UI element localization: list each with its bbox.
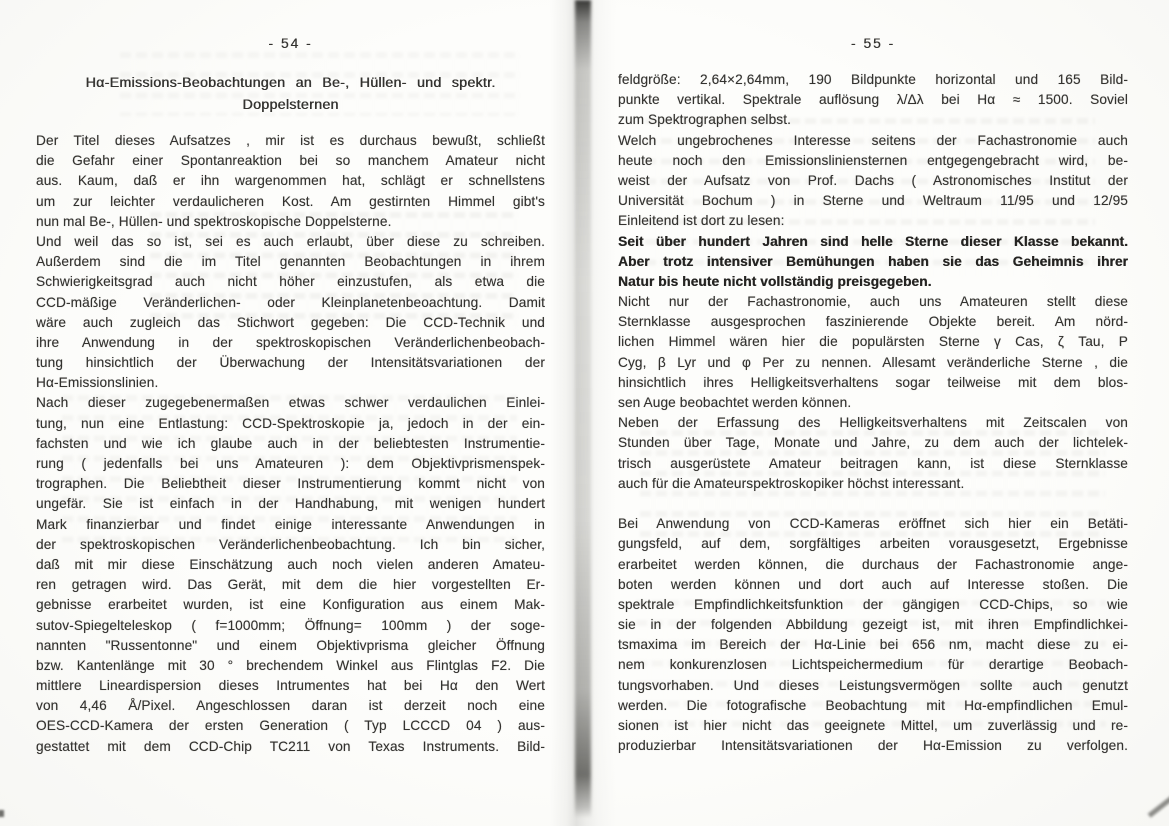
- text-line: sionen ist hier nicht das geeignete Mittel, um zuverlässig und re-: [618, 718, 1128, 733]
- article-title-line-2: Doppelsternen: [242, 97, 339, 113]
- page-54-body-text: [36, 131, 545, 757]
- text-line: Sternklasse ausgesprochen faszinierende Objekte bereit. Am nörd-: [618, 314, 1128, 330]
- text-line: nannten "Russentonne" und einem Objektivprisma gleicher Öffnung: [36, 637, 545, 653]
- text-line: tung, nun eine Entlastung: CCD-Spektroskopie ja, jedoch in der ein-: [36, 415, 545, 431]
- article-title-line-1: Hα-Emissions-Beobachtungen an Be-, Hüllen- und spektr.: [85, 75, 496, 91]
- text-line: Universität Bochum ) in Sterne und Weltraum 11/95 und 12/95: [618, 193, 1128, 209]
- text-line: fachsten und wie ich glaube auch in der beliebtesten Instrumentie-: [36, 435, 545, 451]
- text-line: produzierbar Intensitätsvariationen der Hα-Emission zu verfolgen.: [618, 738, 1128, 754]
- page-54: [36, 30, 545, 810]
- text-line: punkte vertikal. Spektrale auflösung λ/Δλ bei Hα ≈ 1500. Soviel: [618, 92, 1128, 108]
- text-line: sutov-Spiegelteleskop ( f=1000mm; Öffnung= 100mm ) der soge-: [36, 617, 545, 633]
- text-line: Mark finanzierbar und findet einige interessante Anwendungen in: [36, 516, 545, 532]
- text-line: der spektroskopischen Veränderlichenbeobachtung. Ich bin sicher,: [36, 536, 545, 552]
- text-line: wäre auch zugleich das Stichwort gegeben: Die CCD-Technik und: [36, 314, 545, 330]
- text-line: Einleitend ist dort zu lesen:: [618, 213, 785, 229]
- book-spine-crease: [575, 0, 591, 826]
- text-line: Stunden über Tage, Monate und Jahre, zu dem auch der lichtelek-: [618, 435, 1128, 451]
- text-line: ihre Anwendung in der spektroskopischen Veränderlichenbeobach-: [36, 334, 545, 350]
- scan-edge-speck: [0, 810, 4, 817]
- text-line: nem konkurenzlosen Lichtspeichermedium für derartige Beobach-: [618, 657, 1128, 673]
- text-line: die Gefahr einer Spontanreaktion bei so manchem Amateur nicht: [36, 153, 545, 169]
- text-line: hinsichtlich ihres Helligkeitsverhaltens sogar teilweise mit dem blos-: [618, 374, 1128, 390]
- text-line: Schwierigkeitsgrad auch nicht höher einzustufen, als etwa die: [36, 274, 545, 290]
- text-line: tung hinsichtlich der Überwachung der Intensitätsvariationen der: [36, 355, 545, 371]
- text-line: gungsfeld, auf dem, sorgfältiges arbeiten vorausgesetzt, Ergebnisse: [618, 536, 1128, 552]
- text-line: lichen Himmel wären hier die populärsten Sterne γ Cas, ζ Tau, P: [618, 334, 1128, 350]
- text-line: rung ( jedenfalls bei uns Amateuren ): dem Objektivprismenspek-: [36, 456, 545, 471]
- page-55-body-text: [618, 70, 1128, 756]
- text-line: um zur leichter verdaulicheren Kost. Am gestirnten Himmel gibt's: [36, 193, 545, 209]
- text-line: sie in der folgenden Abbildung gezeigt ist, mit ihren Empfindlichkei-: [618, 617, 1128, 633]
- text-line: Nicht nur der Fachastronomie, auch uns Amateuren stellt diese: [618, 294, 1128, 310]
- text-line: werden. Die fotografische Beobachtung mit Hα-empfindlichen Emul-: [618, 697, 1128, 713]
- text-line: auch für die Amateurspektroskopiker höchst interessant.: [618, 475, 965, 491]
- text-line: bzw. Kantenlänge mit 30 ° brechendem Winkel aus Flintglas F2. Die: [36, 657, 545, 673]
- text-line: zum Spektrographen selbst.: [618, 112, 792, 128]
- page-55: [618, 30, 1128, 820]
- text-line: feldgröße: 2,64×2,64mm, 190 Bildpunkte horizontal und 165 Bild-: [618, 72, 1128, 87]
- text-line: spektrale Empfindlichkeitsfunktion der gängigen CCD-Chips, so wie: [618, 596, 1128, 612]
- text-line: gestattet mit dem CCD-Chip TC211 von Texas Instruments. Bild-: [36, 738, 545, 754]
- text-line: Bei Anwendung von CCD-Kameras eröffnet sich hier ein Betäti-: [618, 516, 1128, 532]
- text-line: tungsvorhaben. Und dieses Leistungsvermögen sollte auch genutzt: [618, 677, 1128, 693]
- text-line: heute noch den Emissionsliniensternen entgegengebracht wird, be-: [618, 152, 1128, 168]
- page-corner-mark: [1148, 795, 1169, 817]
- text-line: Nach dieser zugegebenermaßen etwas schwer verdaulichen Einlei-: [36, 395, 545, 411]
- text-line: ren getragen wird. Das Gerät, mit dem die hier vorgestellten Er-: [36, 577, 545, 593]
- text-line: tsmaxima im Bereich der Hα-Linie bei 656 nm, macht diese zu ei-: [618, 637, 1128, 653]
- text-line: daß mit mir diese Einschätzung auch noch vielen anderen Amateu-: [36, 556, 545, 572]
- text-line: Welch ungebrochenes Interesse seitens der Fachastronomie auch: [618, 132, 1128, 148]
- text-line: Seit über hundert Jahren sind helle Sterne dieser Klasse bekannt.: [618, 233, 1128, 249]
- text-line: sen Auge beobachtet werden können.: [618, 395, 852, 410]
- text-line: Aber trotz intensiver Bemühungen haben sie das Geheimnis ihrer: [618, 253, 1128, 269]
- text-line: weist der Aufsatz von Prof. Dachs ( Astronomisches Institut der: [618, 172, 1128, 188]
- text-line: Hα-Emissionslinien.: [36, 375, 159, 391]
- text-line: Cyg, β Lyr und φ Per zu nennen. Allesamt veränderliche Sterne , die: [618, 354, 1128, 370]
- text-line: Neben der Erfassung des Helligkeitsverhaltens mit Zeitscalen von: [618, 415, 1128, 431]
- text-line: gebnisse erarbeitet wurden, ist eine Konfiguration aus einem Mak-: [36, 597, 545, 613]
- text-line: trographen. Die Beliebtheit dieser Instrumentierung kommt nicht von: [36, 476, 545, 492]
- text-line: von 4,46 Å/Pixel. Angeschlossen daran ist derzeit noch eine: [36, 698, 545, 714]
- text-line: Und weil das so ist, sei es auch erlaubt, über diese zu schreiben.: [36, 233, 545, 249]
- text-line: erarbeitet werden können, die durchaus der Fachastronomie ange-: [618, 556, 1128, 572]
- text-line: trisch ausgerüstete Amateur beitragen kann, ist diese Sternklasse: [618, 455, 1128, 471]
- text-line: Der Titel dieses Aufsatzes , mir ist es durchaus bewußt, schließt: [36, 133, 545, 148]
- text-line: CCD-mäßige Veränderlichen- oder Kleinplanetenbeoachtung. Damit: [36, 294, 545, 310]
- text-line: boten werden können und dort auch auf Interesse stoßen. Die: [618, 576, 1128, 592]
- text-line: aus. Kaum, daß er ihn wargenommen hat, schlägt er schnellstens: [36, 173, 545, 189]
- text-line: Außerdem sind die im Titel genannten Beobachtungen in ihrem: [36, 254, 545, 270]
- article-title: [36, 72, 545, 116]
- text-line: ungefär. Sie ist einfach in der Handhabung, mit wenigen hundert: [36, 496, 545, 512]
- text-line: OES-CCD-Kamera der ersten Generation ( Typ LCCCD 04 ) aus-: [36, 718, 545, 734]
- text-line: Natur bis heute nicht vollständig preisgegeben.: [618, 273, 932, 289]
- text-line: nun mal Be-, Hüllen- und spektroskopische Doppelsterne.: [36, 213, 392, 229]
- page-number-left: - 54 -: [268, 36, 313, 51]
- text-line: mittlere Lineardispersion dieses Intrumentes hat bei Hα den Wert: [36, 678, 545, 694]
- page-number-right: - 55 -: [850, 36, 896, 51]
